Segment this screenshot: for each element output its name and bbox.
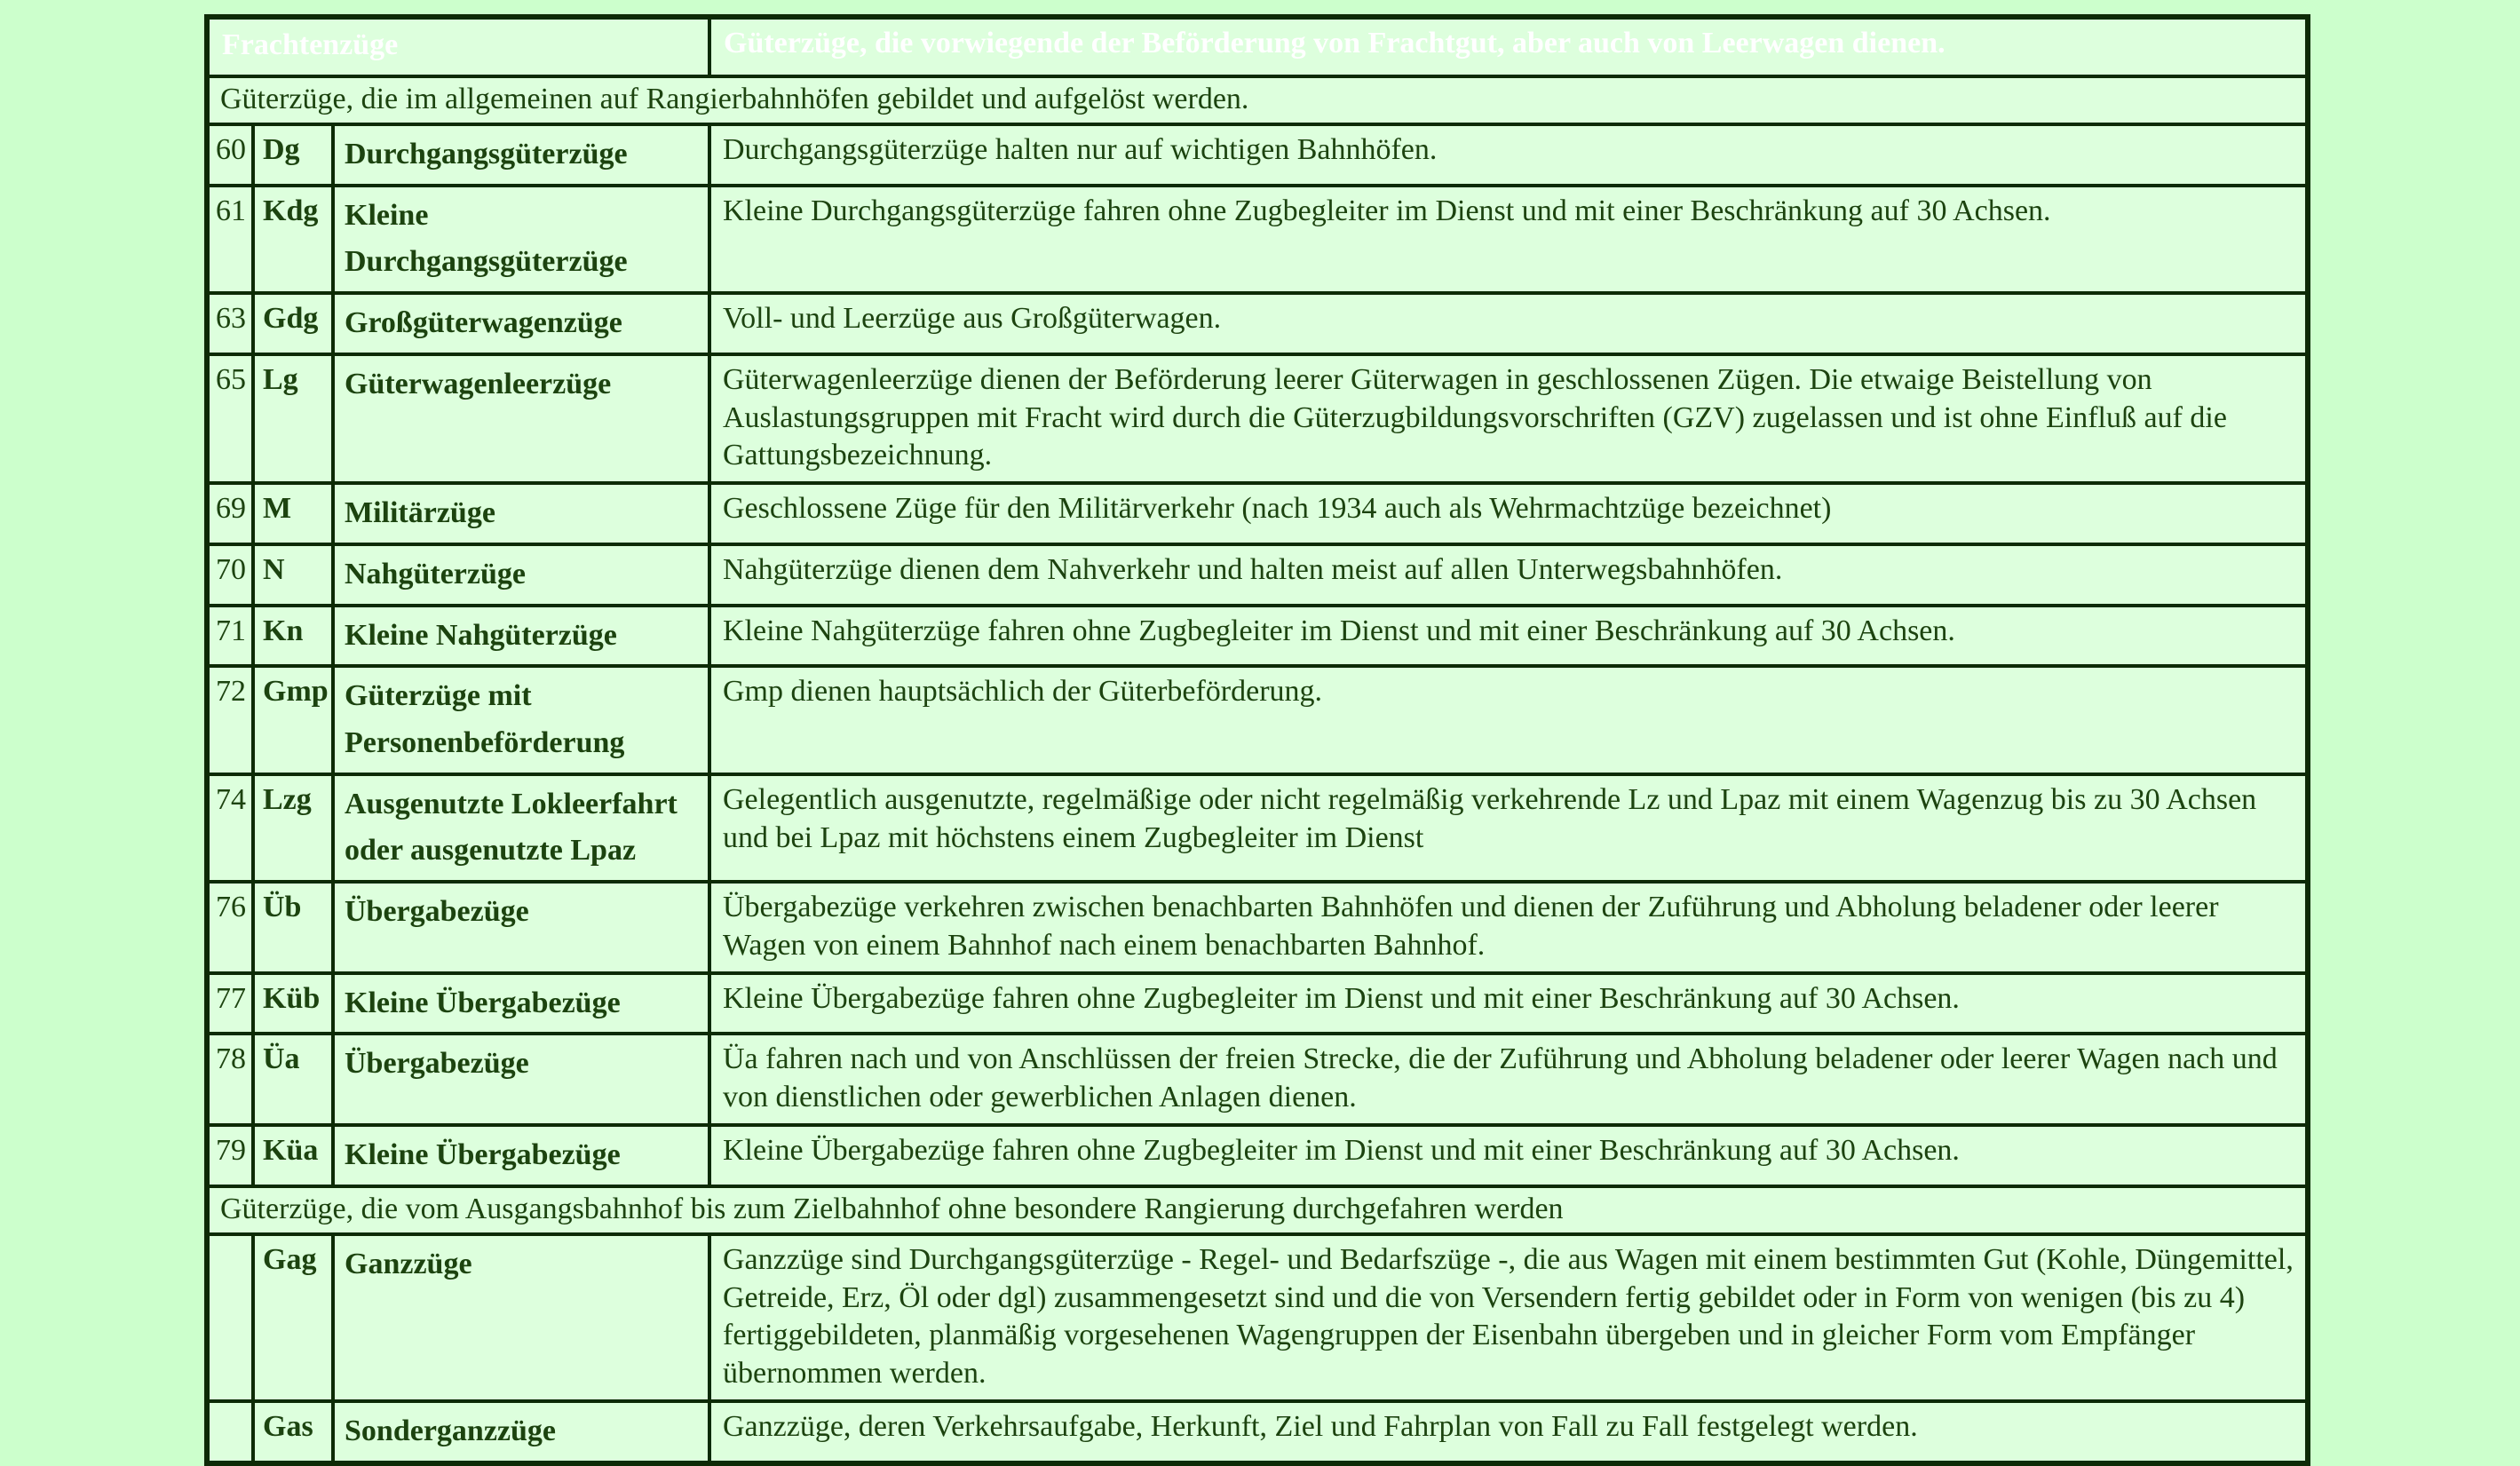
table-row [207, 1401, 2308, 1463]
row-code: Kn [253, 606, 333, 667]
row-description: Kleine Übergabezüge fahren ohne Zugbegleiter im Dienst und mit einer Beschränkung auf 30 Achsen. [709, 973, 2308, 1034]
row-number: 79 [207, 1125, 253, 1186]
row-name: Sonderganzzüge [333, 1401, 709, 1463]
row-number: 63 [207, 293, 253, 354]
table-row [207, 882, 2308, 973]
row-code: Küb [253, 973, 333, 1034]
table-row [207, 354, 2308, 483]
row-code: Kdg [253, 186, 333, 293]
row-name: Ganzzüge [333, 1234, 709, 1401]
row-name: Militärzüge [333, 483, 709, 544]
row-description: Gmp dienen hauptsächlich der Güterbeförderung. [709, 666, 2308, 773]
row-description: Gelegentlich ausgenutzte, regelmäßige oder nicht regelmäßig verkehrende Lz und Lpaz mit einem Wagenzug bis zu 30 Achsen und bei Lpaz mit höchstens einem Zugbegleiter im Dienst [709, 774, 2308, 882]
row-description: Ganzzüge, deren Verkehrsaufgabe, Herkunft, Ziel und Fahrplan von Fall zu Fall festgelegt werden. [709, 1401, 2308, 1463]
row-number: 61 [207, 186, 253, 293]
table-row [207, 774, 2308, 882]
row-description: Kleine Durchgangsgüterzüge fahren ohne Zugbegleiter im Dienst und mit einer Beschränkung auf 30 Achsen. [709, 186, 2308, 293]
table-row [207, 606, 2308, 667]
row-number: 72 [207, 666, 253, 773]
table-row [207, 1234, 2308, 1401]
table-title: Frachtenzüge [207, 17, 709, 76]
row-name: Güterzüge mit Personenbeförderung [333, 666, 709, 773]
row-name: Kleine Durchgangsgüterzüge [333, 186, 709, 293]
row-code: Küa [253, 1125, 333, 1186]
row-code: N [253, 544, 333, 606]
row-name: Kleine Nahgüterzüge [333, 606, 709, 667]
table-subtitle: Güterzüge, die vorwiegende der Beförderung von Frachtgut, aber auch von Leerwagen dienen. [709, 17, 2308, 76]
row-code: Dg [253, 124, 333, 186]
section-label-rangier: Güterzüge, die im allgemeinen auf Rangierbahnhöfen gebildet und aufgelöst werden. [207, 76, 2308, 124]
row-description: Geschlossene Züge für den Militärverkehr (nach 1934 auch als Wehrmachtzüge bezeichnet) [709, 483, 2308, 544]
row-number: 71 [207, 606, 253, 667]
row-description: Voll- und Leerzüge aus Großgüterwagen. [709, 293, 2308, 354]
row-description: Kleine Nahgüterzüge fahren ohne Zugbegleiter im Dienst und mit einer Beschränkung auf 30 Achsen. [709, 606, 2308, 667]
row-number: 77 [207, 973, 253, 1034]
row-number [207, 1234, 253, 1401]
table-row [207, 544, 2308, 606]
row-description: Kleine Übergabezüge fahren ohne Zugbegleiter im Dienst und mit einer Beschränkung auf 30 Achsen. [709, 1125, 2308, 1186]
row-name: Großgüterwagenzüge [333, 293, 709, 354]
row-number: 78 [207, 1034, 253, 1125]
row-name: Ausgenutzte Lokleerfahrt oder ausgenutzte Lpaz [333, 774, 709, 882]
row-number: 60 [207, 124, 253, 186]
table-row [207, 1125, 2308, 1186]
row-code: Gas [253, 1401, 333, 1463]
row-code: Üb [253, 882, 333, 973]
row-description: Nahgüterzüge dienen dem Nahverkehr und halten meist auf allen Unterwegsbahnhöfen. [709, 544, 2308, 606]
table-row [207, 973, 2308, 1034]
row-name: Übergabezüge [333, 882, 709, 973]
row-name: Güterwagenleerzüge [333, 354, 709, 483]
row-number: 74 [207, 774, 253, 882]
row-description: Ganzzüge sind Durchgangsgüterzüge - Regel- und Bedarfszüge -, die aus Wagen mit einem bestimmten Gut (Kohle, Düngemittel, Getreide, Erz, Öl oder dgl) zusammengesetzt sind und die von Versendern fertig gebildet oder in Form von wenigen (bis zu 4) fertiggebildeten, planmäßig vorgesehenen Wagengruppen der Eisenbahn übergeben und in gleicher Form vom Empfänger übernommen werden. [709, 1234, 2308, 1401]
table-row [207, 186, 2308, 293]
table-row [207, 1034, 2308, 1125]
row-description: Durchgangsgüterzüge halten nur auf wichtigen Bahnhöfen. [709, 124, 2308, 186]
freight-train-categories-table [204, 14, 2310, 1466]
row-number: 69 [207, 483, 253, 544]
section-label-durchgefahren: Güterzüge, die vom Ausgangsbahnhof bis zum Zielbahnhof ohne besondere Rangierung durchgefahren werden [207, 1186, 2308, 1234]
row-number [207, 1401, 253, 1463]
table-row [207, 666, 2308, 773]
row-code: M [253, 483, 333, 544]
row-description: Üa fahren nach und von Anschlüssen der freien Strecke, die der Zuführung und Abholung beladener oder leerer Wagen nach und von dienstlichen oder gewerblichen Anlagen dienen. [709, 1034, 2308, 1125]
row-code: Gmp [253, 666, 333, 773]
row-name: Durchgangsgüterzüge [333, 124, 709, 186]
table-row [207, 124, 2308, 186]
row-code: Lzg [253, 774, 333, 882]
section-header-row [207, 76, 2308, 124]
row-name: Nahgüterzüge [333, 544, 709, 606]
row-name: Übergabezüge [333, 1034, 709, 1125]
table-header-row [207, 17, 2308, 76]
row-name: Kleine Übergabezüge [333, 1125, 709, 1186]
row-code: Gag [253, 1234, 333, 1401]
row-number: 76 [207, 882, 253, 973]
row-code: Üa [253, 1034, 333, 1125]
row-description: Güterwagenleerzüge dienen der Beförderung leerer Güterwagen in geschlossenen Zügen. Die etwaige Beistellung von Auslastungsgruppen mit Fracht wird durch die Güterzugbildungsvorschriften (GZV) zugelassen und ist ohne Einfluß auf die Gattungsbezeichnung. [709, 354, 2308, 483]
row-code: Lg [253, 354, 333, 483]
row-number: 70 [207, 544, 253, 606]
row-description: Übergabezüge verkehren zwischen benachbarten Bahnhöfen und dienen der Zuführung und Abholung beladener oder leerer Wagen von einem Bahnhof nach einem benachbarten Bahnhof. [709, 882, 2308, 973]
table-row [207, 293, 2308, 354]
row-number: 65 [207, 354, 253, 483]
table-row [207, 483, 2308, 544]
row-name: Kleine Übergabezüge [333, 973, 709, 1034]
section-header-row [207, 1186, 2308, 1234]
row-code: Gdg [253, 293, 333, 354]
